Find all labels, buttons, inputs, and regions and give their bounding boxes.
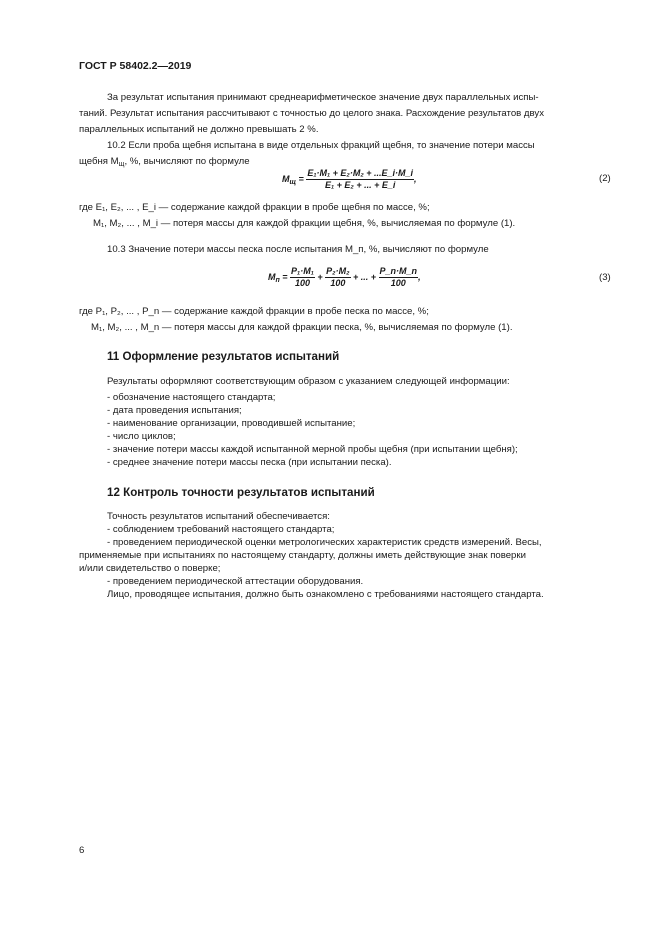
definition-line: где E₁, E₂, ... , E_i — содержание каждой фракции в пробе щебня по массе, %;: [79, 202, 430, 213]
definition-line: M₁, M₂, ... , M_n — потеря массы для каждой фракции песка, %, вычисляемая по формуле (1).: [91, 322, 513, 333]
formula-3: $M_п$ = $\frac{\text{P₁·M₁}}{100}$ + $\frac{\text{P₂·M₂}}{100}$ + ... + $\frac{P\_n\cdot M\_n}{100}$ ,: [268, 266, 421, 288]
paragraph-line: 10.2 Если проба щебня испытана в виде отдельных фракций щебня, то значение потери массы: [107, 140, 535, 151]
definition-line: M₁, M₂, ... , M_i — потеря массы для каждой фракции щебня, %, вычисляемая по формуле (1).: [93, 218, 516, 229]
standard-header: ГОСТ Р 58402.2—2019: [79, 60, 192, 72]
formula-lhs: M: [282, 173, 290, 184]
formula-fraction: $\frac{\text{E₁·M₁ + E₂·M₂ + ...E\_i·M\_i}}{\text{E₁ + E₂ + ... + E\_i}}$: [307, 168, 414, 190]
formula-2: $M_щ$ = $\frac{\text{E₁·M₁ + E₂·M₂ + ...E\_i·M\_i}}{\text{E₁ + E₂ + ... + E\_i}}$ ,: [282, 168, 417, 190]
paragraph-line: За результат испытания принимают среднеарифметическое значение двух параллельных испы-: [107, 92, 539, 103]
equation-number: (3): [599, 272, 611, 283]
paragraph-line: Лицо, проводящее испытания, должно быть ознакомлено с требованиями настоящего стандарта.: [107, 589, 544, 600]
equation-number: (2): [599, 173, 611, 184]
list-item: - проведением периодической аттестации оборудования.: [107, 576, 364, 587]
list-item: - наименование организации, проводившей испытание;: [107, 418, 356, 429]
paragraph-line: таний. Результат испытания рассчитывают с точностью до целого знака. Расхождение результатов двух: [79, 108, 545, 119]
page-number: 6: [79, 845, 85, 856]
paragraph-line: применяемые при испытаниях по настоящему стандарту, должны иметь действующие знак поверки: [79, 550, 526, 561]
paragraph-line: Точность результатов испытаний обеспечивается:: [107, 511, 330, 522]
list-item: - соблюдением требований настоящего стандарта;: [107, 524, 335, 535]
paragraph-line: параллельных испытаний не должно превышать 2 %.: [79, 124, 319, 135]
list-item: - значение потери массы каждой испытанной мерной пробы щебня (при испытании щебня);: [107, 444, 518, 455]
list-item: - среднее значение потери массы песка (при испытании песка).: [107, 457, 392, 468]
section-heading: 11 Оформление результатов испытаний: [107, 350, 340, 363]
list-item: - число циклов;: [107, 431, 176, 442]
list-item: - дата проведения испытания;: [107, 405, 242, 416]
paragraph-line: 10.3 Значение потери массы песка после испытания M_п, %, вычисляют по формуле: [107, 244, 489, 255]
paragraph-line: щебня $M_щ$, %, вычисляют по формуле: [79, 156, 250, 168]
list-item: - проведением периодической оценки метрологических характеристик средств измерений. Весы,: [107, 537, 542, 548]
list-item: - обозначение настоящего стандарта;: [107, 392, 276, 403]
definition-line: где P₁, P₂, ... , P_n — содержание каждой фракции в пробе песка по массе, %;: [79, 306, 429, 317]
paragraph-line: и/или свидетельство о поверке;: [79, 563, 221, 574]
paragraph-line: Результаты оформляют соответствующим образом с указанием следующей информации:: [107, 376, 510, 387]
section-heading: 12 Контроль точности результатов испытаний: [107, 486, 375, 499]
